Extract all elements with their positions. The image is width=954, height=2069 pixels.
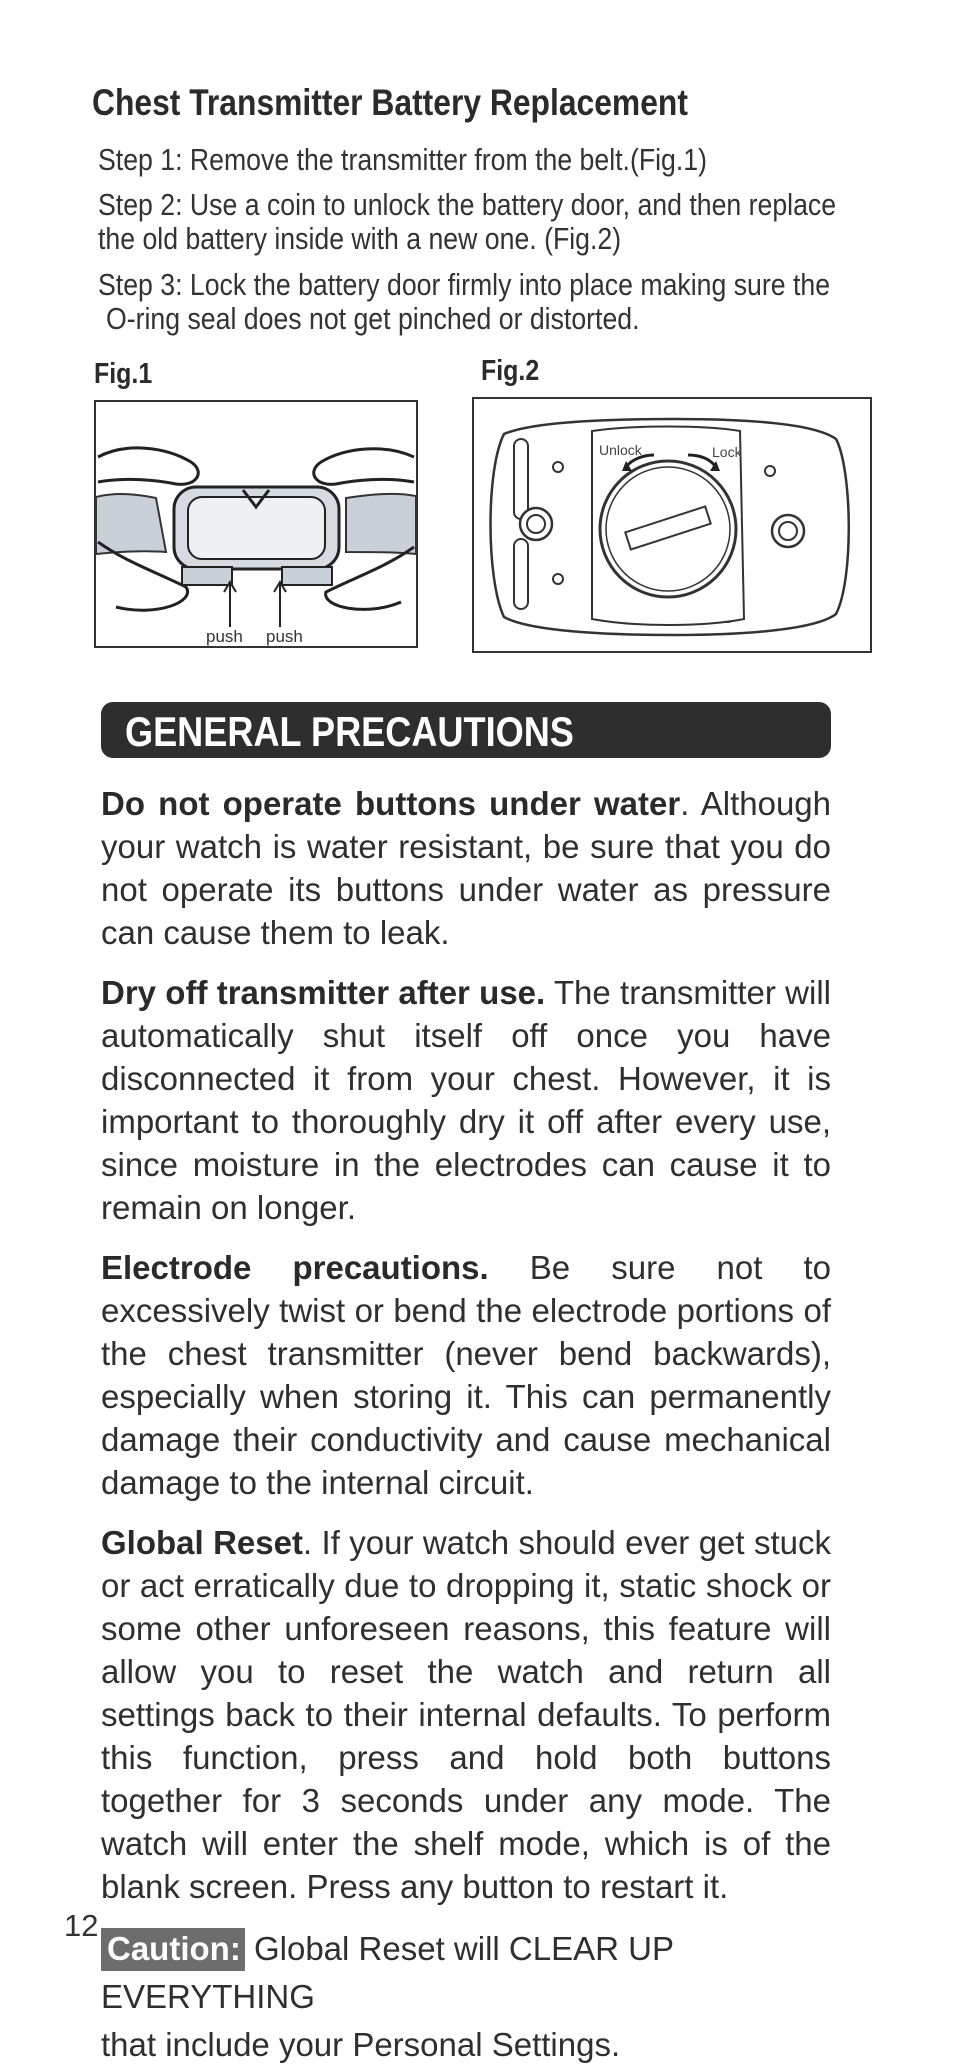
general-precautions-banner bbox=[101, 702, 831, 758]
paragraph-body: The transmitter will automatically shut itself off once you have disconnected it from your chest. However, it is important to thoroughly dry it off after every use, since moisture in the electrodes can cause it to remain on longer. bbox=[101, 974, 832, 1226]
paragraph-underwater bbox=[101, 782, 831, 954]
step-1: Step 1: Remove the transmitter from the belt.(Fig.1) bbox=[98, 142, 707, 177]
paragraph-lead: Dry off transmitter after use. bbox=[101, 974, 546, 1011]
fig1-label: Fig.1 bbox=[94, 358, 153, 390]
banner-title: GENERAL PRECAUTIONS bbox=[125, 708, 574, 755]
caution-line-1 bbox=[101, 1925, 831, 2021]
unlock-label: Unlock bbox=[599, 442, 642, 458]
paragraph-global-reset bbox=[101, 1521, 831, 1908]
step-3-line-2: O-ring seal does not get pinched or distorted. bbox=[106, 301, 640, 336]
step-2-line-2: the old battery inside with a new one. (Fig.2) bbox=[98, 221, 622, 256]
step-3-line-1: Step 3: Lock the battery door firmly into place making sure the bbox=[98, 267, 831, 302]
fig1-drawing bbox=[96, 402, 416, 646]
paragraph-lead: Do not operate buttons under water bbox=[101, 785, 681, 822]
lock-label: Lock bbox=[712, 444, 742, 460]
fig1-transmitter-illustration bbox=[94, 400, 418, 648]
paragraph-body: . If your watch should ever get stuck or act erratically due to dropping it, static shock or some other unforeseen reasons, this feature will allow you to reset the watch and return all settings back to their internal defaults. To perform this function, press and hold both buttons together for 3 seconds under any mode. The watch will enter the shelf mode, which is of the blank screen. Press any button to restart it. bbox=[101, 1524, 831, 1905]
step-2-line-1: Step 2: Use a coin to unlock the battery door, and then replace bbox=[98, 187, 837, 222]
push-label-left: push bbox=[206, 627, 243, 646]
precautions-body bbox=[101, 782, 831, 2069]
paragraph-lead: Global Reset bbox=[101, 1524, 303, 1561]
page-number: 12 bbox=[64, 1908, 99, 1943]
paragraph-electrode bbox=[101, 1246, 831, 1504]
caution-line-2: that include your Personal Settings. bbox=[101, 2026, 621, 2063]
paragraph-body: Be sure not to excessively twist or bend the electrode portions of the chest transmitter (never bend backwards), especially when storing it. This can permanently damage their conductivity and cause mechanical damage to the internal circuit. bbox=[101, 1249, 831, 1501]
fig2-battery-door-illustration bbox=[472, 397, 872, 653]
caution-text: Global Reset will CLEAR UP EVERYTHING bbox=[101, 1930, 674, 2015]
fig2-drawing bbox=[474, 399, 870, 651]
paragraph-dry-off bbox=[101, 971, 831, 1229]
push-label-right: push bbox=[266, 627, 303, 646]
paragraph-lead: Electrode precautions. bbox=[101, 1249, 489, 1286]
caution-label: Caution: bbox=[101, 1928, 245, 1971]
fig2-label: Fig.2 bbox=[481, 355, 540, 387]
section-title: Chest Transmitter Battery Replacement bbox=[92, 82, 688, 123]
paragraph-body: . Although your watch is water resistant, be sure that you do not operate its buttons under water as pressure can cause them to leak. bbox=[101, 785, 831, 951]
